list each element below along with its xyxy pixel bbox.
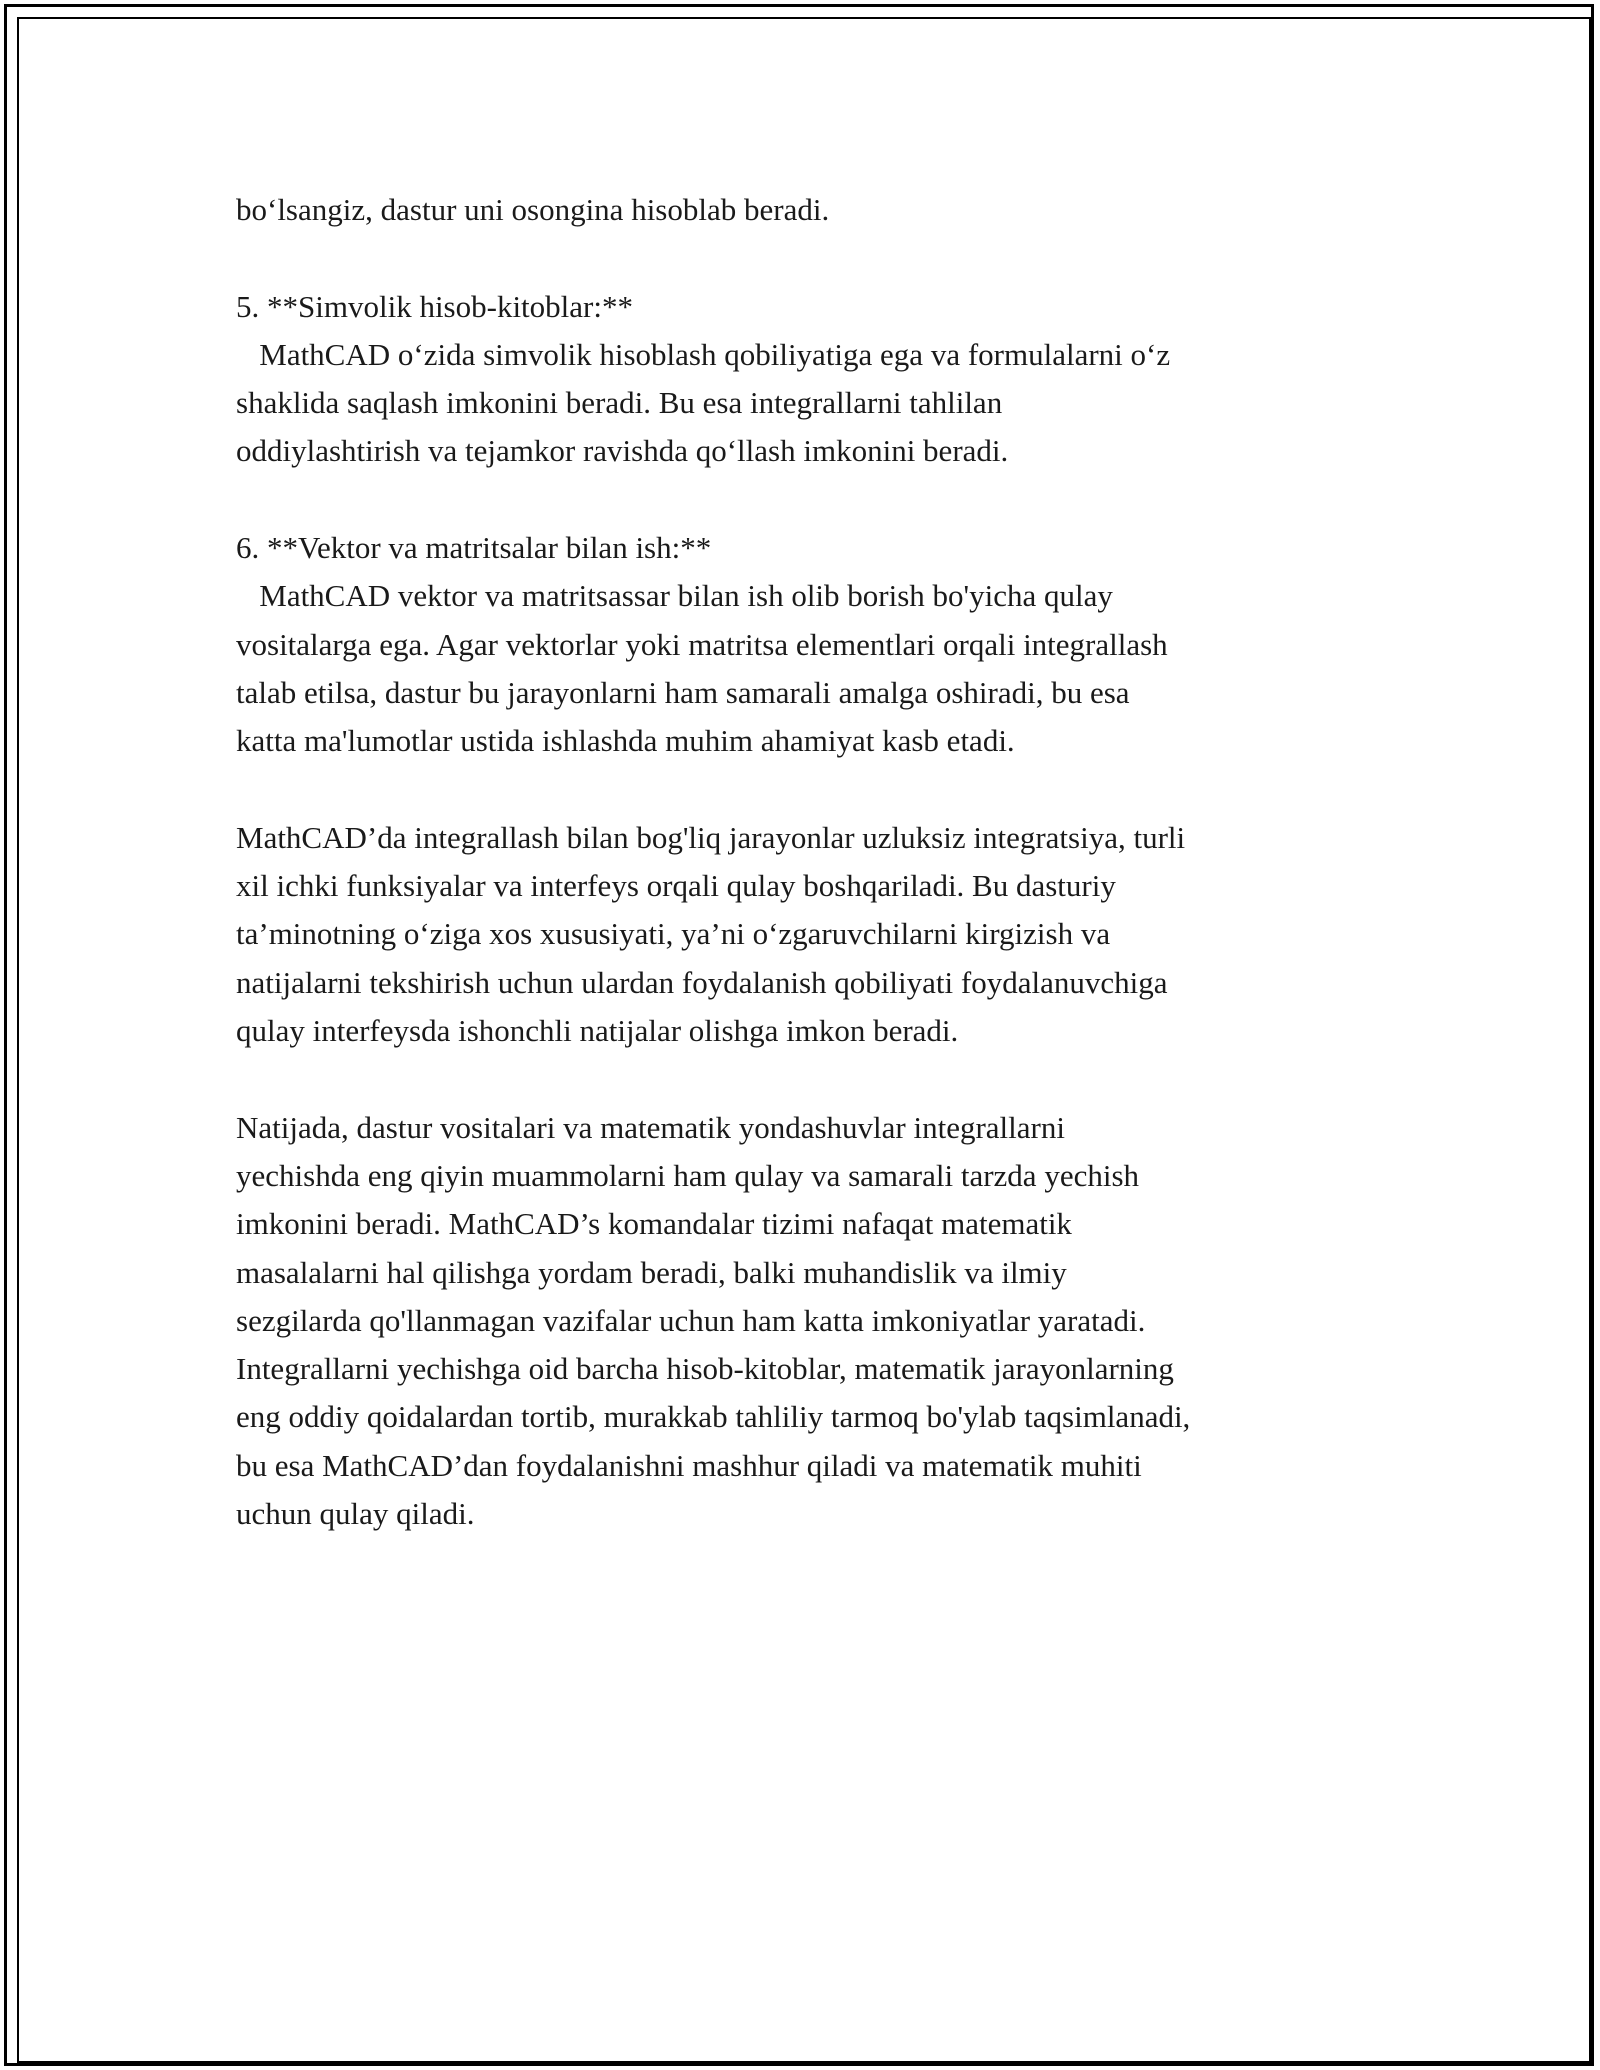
text-line: Natijada, dastur vositalari va matematik yondashuvlar integrallarni xyxy=(236,1109,1065,1145)
text-line: vositalarga ega. Agar vektorlar yoki matritsa elementlari orqali integrallash xyxy=(236,626,1168,662)
text-line: yechishda eng qiyin muammolarni ham qulay va samarali tarzda yechish xyxy=(236,1157,1140,1193)
blank-line xyxy=(236,476,1376,524)
text-line: sezgilarda qo'llanmagan vazifalar uchun ham katta imkoniyatlar yaratadi. xyxy=(236,1302,1146,1338)
document-body xyxy=(236,186,1376,1538)
text-line: xil ichki funksiyalar va interfeys orqali qulay boshqariladi. Bu dasturiy xyxy=(236,868,1116,904)
text-line: talab etilsa, dastur bu jarayonlarni ham samarali amalga oshiradi, bu esa xyxy=(236,674,1130,710)
text-line: bo‘lsangiz, dastur uni osongina hisoblab beradi. xyxy=(236,192,830,227)
text-line: MathCAD vektor va matritsassar bilan ish olib borish bo'yicha qulay xyxy=(236,578,1113,614)
section-heading-6: 6. **Vektor va matritsalar bilan ish:** xyxy=(236,530,712,566)
text-line: katta ma'lumotlar ustida ishlashda muhim ahamiyat kasb etadi. xyxy=(236,723,1015,759)
section-heading-5: 5. **Simvolik hisob-kitoblar:** xyxy=(236,288,633,324)
text-line: MathCAD o‘zida simvolik hisoblash qobiliyatiga ega va formulalarni o‘z xyxy=(236,336,1171,372)
text-line: natijalarni tekshirish uchun ulardan foydalanish qobiliyati foydalanuvchiga xyxy=(236,964,1168,1000)
blank-line xyxy=(236,234,1376,282)
text-line: Integrallarni yechishga oid barcha hisob-kitoblar, matematik jarayonlarning xyxy=(236,1351,1174,1387)
text-line: bu esa MathCAD’dan foydalanishni mashhur qiladi va matematik muhiti xyxy=(236,1447,1142,1483)
text-line: shaklida saqlash imkonini beradi. Bu esa integrallarni tahlilan xyxy=(236,385,1003,421)
text-line: oddiylashtirish va tejamkor ravishda qo‘llash imkonini beradi. xyxy=(236,433,1009,469)
text-line: masalalarni hal qilishga yordam beradi, balki muhandislik va ilmiy xyxy=(236,1254,1067,1290)
text-line: qulay interfeysda ishonchli natijalar olishga imkon beradi. xyxy=(236,1013,959,1049)
blank-line xyxy=(236,766,1376,814)
text-line: imkonini beradi. MathCAD’s komandalar tizimi nafaqat matematik xyxy=(236,1206,1072,1242)
text-line: uchun qulay qiladi. xyxy=(236,1496,475,1532)
blank-line xyxy=(236,1055,1376,1103)
text-line: eng oddiy qoidalardan tortib, murakkab tahliliy tarmoq bo'ylab taqsimlanadi, xyxy=(236,1399,1191,1435)
text-line: ta’minotning o‘ziga xos xususiyati, ya’ni o‘zgaruvchilarni kirgizish va xyxy=(236,916,1111,952)
text-line: MathCAD’da integrallash bilan bog'liq jarayonlar uzluksiz integratsiya, turli xyxy=(236,819,1186,855)
